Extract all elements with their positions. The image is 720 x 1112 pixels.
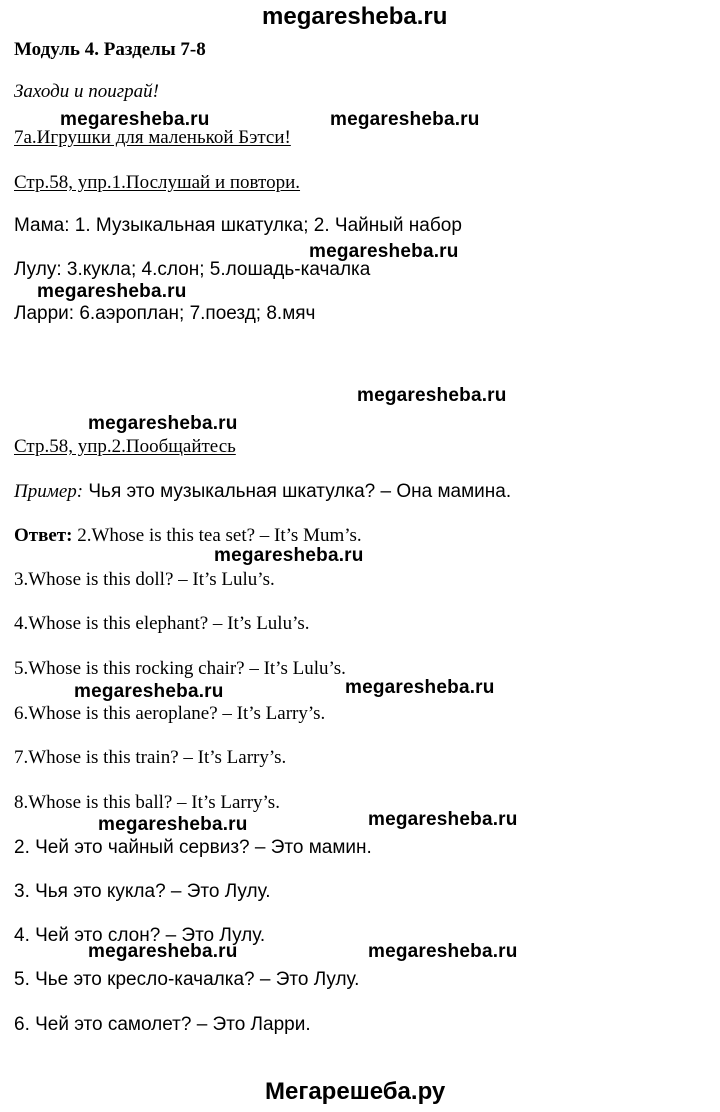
watermark: megaresheba.ru xyxy=(88,413,238,434)
watermark: megaresheba.ru xyxy=(345,677,495,698)
translation-item: 3. Чья это кукла? – Это Лулу. xyxy=(14,881,271,902)
translation-item: 6. Чей это самолет? – Это Ларри. xyxy=(14,1014,311,1035)
watermark: megaresheba.ru xyxy=(74,681,224,702)
exercise-1-line: Лулу: 3.кукла; 4.слон; 5.лошадь-качалка xyxy=(14,259,371,280)
translation-item: 4. Чей это слон? – Это Лулу. xyxy=(14,925,266,946)
answer-text: 2.Whose is this tea set? – It’s Mum’s. xyxy=(72,525,362,546)
watermark: megaresheba.ru xyxy=(60,109,210,130)
header-watermark: megaresheba.ru xyxy=(262,3,448,30)
example-label: Пример: xyxy=(14,481,84,502)
watermark: megaresheba.ru xyxy=(368,809,518,830)
watermark: megaresheba.ru xyxy=(214,545,364,566)
answer-item: 8.Whose is this ball? – It’s Larry’s. xyxy=(14,792,280,813)
answer-item: 3.Whose is this doll? – It’s Lulu’s. xyxy=(14,569,275,590)
exercise-1-line: Мама: 1. Музыкальная шкатулка; 2. Чайный набор xyxy=(14,215,462,236)
exercise-1-heading: Стр.58, упр.1.Послушай и повтори. xyxy=(14,172,301,193)
answer-line xyxy=(14,526,362,545)
watermark: megaresheba.ru xyxy=(309,241,459,262)
watermark: megaresheba.ru xyxy=(330,109,480,130)
answer-item: 5.Whose is this rocking chair? – It’s Lulu’s. xyxy=(14,658,346,679)
footer-watermark: Мегарешеба.ру xyxy=(265,1078,446,1105)
translation-item: 2. Чей это чайный сервиз? – Это мамин. xyxy=(14,837,372,858)
watermark: megaresheba.ru xyxy=(98,814,248,835)
answer-item: 4.Whose is this elephant? – It’s Lulu’s. xyxy=(14,613,310,634)
answer-item: 6.Whose is this aeroplane? – It’s Larry’s. xyxy=(14,703,326,724)
watermark: megaresheba.ru xyxy=(88,941,238,962)
lesson-title: 7a.Игрушки для маленькой Бэтси! xyxy=(14,127,291,148)
exercise-1-line: Ларри: 6.аэроплан; 7.поезд; 8.мяч xyxy=(14,303,316,324)
translation-item: 5. Чье это кресло-качалка? – Это Лулу. xyxy=(14,969,360,990)
exercise-2-heading: Стр.58, упр.2.Пообщайтесь xyxy=(14,436,236,457)
answer-item: 7.Whose is this train? – It’s Larry’s. xyxy=(14,747,287,768)
subtitle: Заходи и поиграй! xyxy=(14,81,159,102)
watermark: megaresheba.ru xyxy=(357,385,507,406)
answer-label: Ответ: xyxy=(14,525,73,546)
watermark: megaresheba.ru xyxy=(368,941,518,962)
watermark: megaresheba.ru xyxy=(37,281,187,302)
example-text: Чья это музыкальная шкатулка? – Она мамина. xyxy=(83,481,512,502)
module-title: Модуль 4. Разделы 7-8 xyxy=(14,39,206,60)
example-line xyxy=(14,482,511,501)
